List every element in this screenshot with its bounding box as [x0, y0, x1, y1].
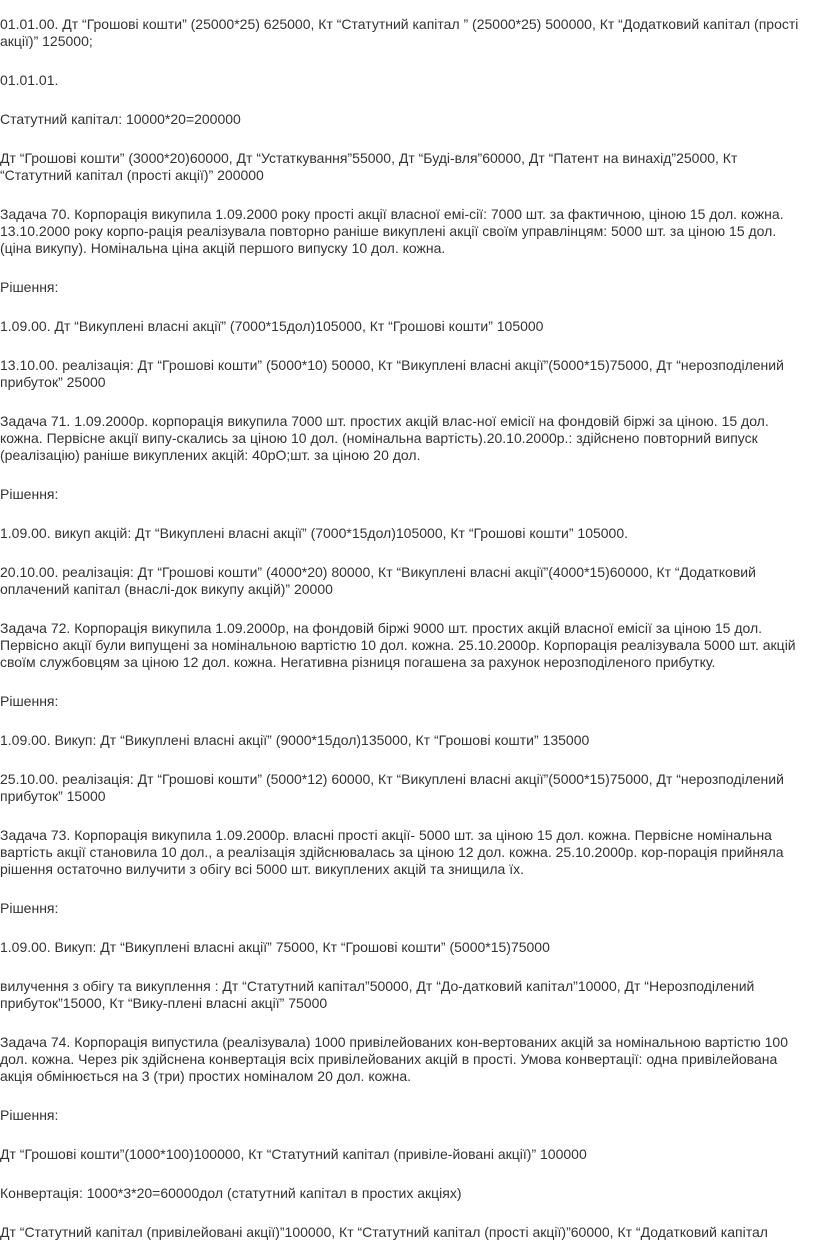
paragraph-statutory-capital: Статутний капітал: 10000*20=200000	[0, 111, 241, 127]
paragraph-task-72-entry-1: 1.09.00. Викуп: Дт “Викуплені власні акції” (9000*15дол)135000, Кт “Грошові кошти” 135000	[0, 732, 590, 748]
paragraph-solution-heading: Рішення:	[0, 900, 59, 916]
paragraph-entry-01-01-00: 01.01.00. Дт “Грошові кошти” (25000*25) 625000, Кт “Статутний капітал ” (25000*25) 500000, Кт “Додатковий капітал (прості акції)” 125000;	[0, 16, 799, 49]
paragraph-task-70: Задача 70. Корпорація викупила 1.09.2000 року прості акції власної емі-сії: 7000 шт. за фактичною, ціною 15 дол. кожна. 13.10.2000 року корпо-рація реалізувала повторно раніше викуплені акції своїм управлінцям: 5000 шт. за ціною 15 дол. (ціна викупу). Номінальна ціна акцій першого випуску 10 дол. кожна.	[0, 206, 784, 256]
paragraph-task-72: Задача 72. Корпорація викупила 1.09.2000р, на фондовій біржі 9000 шт. простих акцій власної емісії за ціною 15 дол. Первісно акції були випущені за номінальною вартістю 10 дол. кожна. 25.10.2000р. Корпорація реалізувала 5000 шт. акцій своїм службовцям за ціною 12 дол. кожна. Негативна різниця погашена за рахунок нерозподіленого прибутку.	[0, 620, 796, 670]
paragraph-task-71-entry-1: 1.09.00. викуп акцій: Дт “Викуплені власні акції” (7000*15дол)105000, Кт “Грошові кошти” 105000.	[0, 525, 629, 541]
paragraph-task-71: Задача 71. 1.09.2000р. корпорація викупила 7000 шт. простих акцій влас-ної емісії на фондовій біржі за ціною. 15 дол. кожна. Первісне акції випу-скались за ціною 10 дол. (номінальна вартість).20.10.2000р.: здійснено повторний випуск (реалізацію) раніше викуплених акцій: 40рО;шт. за ціною 20 дол.	[0, 413, 769, 463]
paragraph-task-74-entry-1: Дт “Грошові кошти”(1000*100)100000, Кт “Статутний капітал (привіле-йовані акції)” 100000	[0, 1146, 587, 1162]
paragraph-task-73: Задача 73. Корпорація викупила 1.09.2000р. власні прості акції- 5000 шт. за ціною 15 дол. кожна. Первісне номінальна вартість акції становила 10 дол., а реалізація здійснювалась за ціною 12 дол. кожна. 25.10.2000р. кор-порація прийняла рішення остаточно вилучити з обігу всі 5000 шт. викуплених акцій та знищила їх.	[0, 827, 784, 877]
paragraph-task-70-entry-1: 1.09.00. Дт “Викуплені власні акції” (7000*15дол)105000, Кт “Грошові кошти” 105000	[0, 318, 544, 334]
paragraph-solution-heading: Рішення:	[0, 279, 59, 295]
paragraph-solution-heading: Рішення:	[0, 1107, 59, 1123]
paragraph-task-74: Задача 74. Корпорація випустила (реалізувала) 1000 привілейованих кон-вертованих акцій за номінальною вартістю 100 дол. кожна. Через рік здійснена конвертація всіх привілейованих акцій в прості. Умова конвертації: одна привілейована акція обмінюється на 3 (три) простих номіналом 20 дол. кожна.	[0, 1034, 788, 1084]
paragraph-task-74-conversion: Конвертація: 1000*3*20=60000дол (статутний капітал в простих акціях)	[0, 1185, 462, 1201]
paragraph-task-72-entry-2: 25.10.00. реалізація: Дт “Грошові кошти” (5000*12) 60000, Кт “Викуплені власні акції”(5000*15)75000, Дт “нерозподілений прибуток” 15000	[0, 771, 784, 804]
paragraph-solution-heading: Рішення:	[0, 693, 59, 709]
paragraph-task-73-entry-2: вилучення з обігу та викуплення : Дт “Статутний капітал”50000, Дт “До-датковий капітал”10000, Дт “Нерозподілений прибуток”15000, Кт “Вику-плені власні акції” 75000	[0, 978, 755, 1011]
paragraph-task-71-entry-2: 20.10.00. реалізація: Дт “Грошові кошти” (4000*20) 80000, Кт “Викуплені власні акції”(4000*15)60000, Кт “Додатковий оплачений капітал (внаслі-док викупу акцій)” 20000	[0, 564, 756, 597]
paragraph-solution-heading: Рішення:	[0, 486, 59, 502]
paragraph-date-01-01-01: 01.01.01.	[0, 72, 59, 88]
paragraph-task-74-entry-2: Дт “Статутний капітал (привілейовані акції)”100000, Кт “Статутний капітал (прості акції)”60000, Кт “Додатковий капітал	[0, 1224, 768, 1240]
paragraph-task-73-entry-1: 1.09.00. Викуп: Дт “Викуплені власні акції” 75000, Кт “Грошові кошти” (5000*15)75000	[0, 939, 550, 955]
paragraph-entry-contributions: Дт “Грошові кошти” (3000*20)60000, Дт “Устаткування”55000, Дт “Буді-вля”60000, Дт “Патент на винахід”25000, Кт “Статутний капітал (прості акції)” 200000	[0, 150, 738, 183]
paragraph-task-70-entry-2: 13.10.00. реалізація: Дт “Грошові кошти” (5000*10) 50000, Кт “Викуплені власні акції”(5000*15)75000, Дт “нерозподілений прибуток” 25000	[0, 357, 784, 390]
